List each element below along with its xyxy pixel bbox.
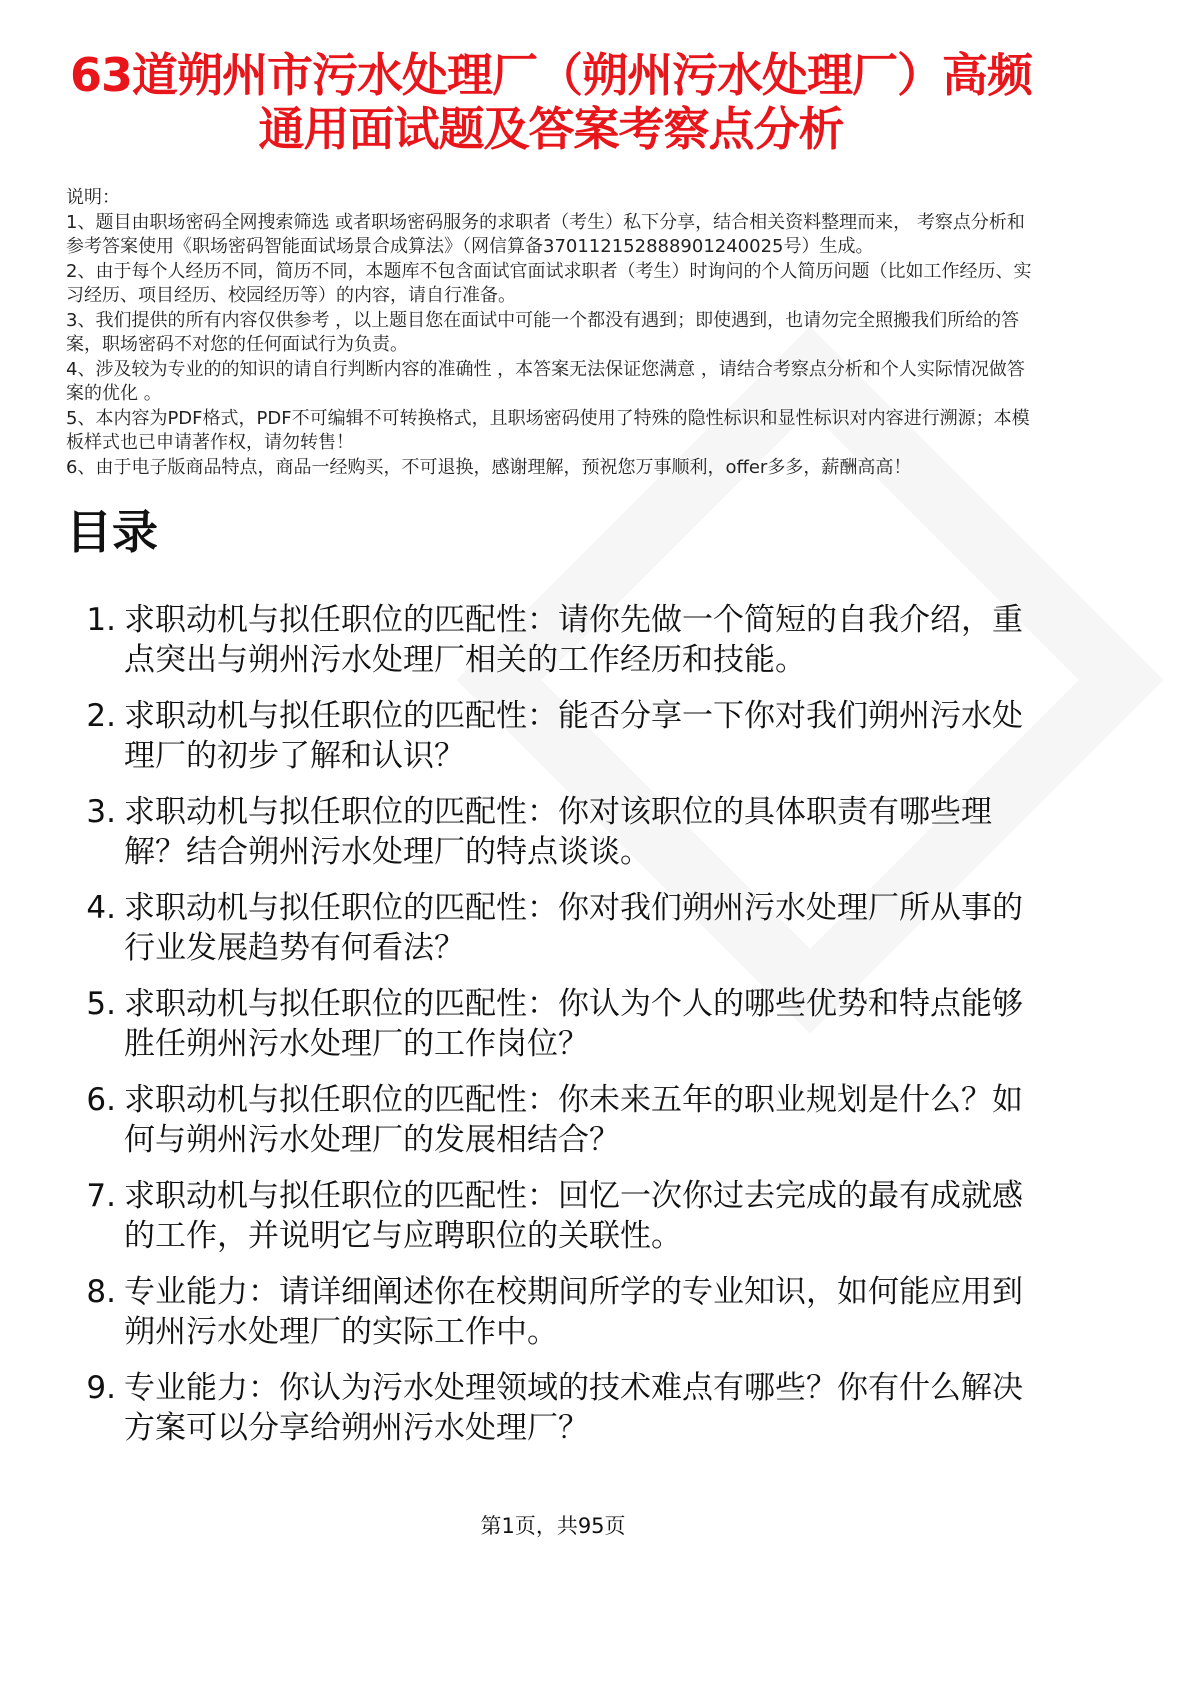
toc-number: 4. — [86, 890, 116, 926]
toc-item[interactable] — [66, 1080, 1036, 1160]
toc-text: 求职动机与拟任职位的匹配性：你未来五年的职业规划是什么？如何与朔州污水处理厂的发展相结合？ — [124, 1082, 1023, 1158]
toc-item[interactable] — [66, 1368, 1036, 1448]
note-line: 5、本内容为PDF格式，PDF不可编辑不可转换格式，且职场密码使用了特殊的隐性标识和显性标识对内容进行溯源；本模板样式也已申请著作权，请勿转售！ — [66, 407, 1030, 453]
document-title: 63道朔州市污水处理厂（朔州污水处理厂）高频通用面试题及答案考察点分析 — [69, 48, 1032, 156]
toc-text: 求职动机与拟任职位的匹配性：请你先做一个简短的自我介绍，重点突出与朔州污水处理厂相关的工作经历和技能。 — [124, 602, 1023, 678]
toc-number: 3. — [86, 794, 116, 830]
document-page — [66, 0, 1036, 1464]
note-line: 1、题目由职场密码全网搜索筛选 或者职场密码服务的求职者（考生）私下分享，结合相关资料整理而来， 考察点分析和参考答案使用《职场密码智能面试场景合成算法》（网信算备370112152888901240025号）生成。 — [66, 211, 1025, 257]
toc-number: 8. — [86, 1274, 116, 1310]
toc-number: 6. — [86, 1082, 116, 1118]
note-line: 4、涉及较为专业的的知识的请自行判断内容的准确性 ，本答案无法保证您满意 ，请结合考察点分析和个人实际情况做答案的优化 。 — [66, 358, 1025, 404]
toc-text: 求职动机与拟任职位的匹配性：你对我们朔州污水处理厂所从事的行业发展趋势有何看法？ — [124, 890, 1023, 966]
toc-text: 求职动机与拟任职位的匹配性：回忆一次你过去完成的最有成就感的工作，并说明它与应聘职位的关联性。 — [124, 1178, 1023, 1254]
toc-item[interactable] — [66, 888, 1036, 968]
toc-text: 专业能力：请详细阐述你在校期间所学的专业知识，如何能应用到朔州污水处理厂的实际工作中。 — [124, 1274, 1023, 1350]
toc-number: 5. — [86, 986, 116, 1022]
toc-item[interactable] — [66, 1176, 1036, 1256]
toc-text: 求职动机与拟任职位的匹配性：能否分享一下你对我们朔州污水处理厂的初步了解和认识？ — [124, 698, 1023, 774]
disclaimer-notes — [66, 186, 1036, 480]
toc-number: 2. — [86, 698, 116, 734]
toc-item[interactable] — [66, 1272, 1036, 1352]
toc-item[interactable] — [66, 984, 1036, 1064]
toc-item[interactable] — [66, 696, 1036, 776]
note-line: 3、我们提供的所有内容仅供参考 ，以上题目您在面试中可能一个都没有遇到；即使遇到，也请勿完全照搬我们所给的答案，职场密码不对您的任何面试行为负责。 — [66, 309, 1020, 355]
toc-text: 求职动机与拟任职位的匹配性：你认为个人的哪些优势和特点能够胜任朔州污水处理厂的工作岗位？ — [124, 986, 1023, 1062]
toc-number: 7. — [86, 1178, 116, 1214]
toc-item[interactable] — [66, 600, 1036, 680]
note-line: 说明： — [66, 187, 120, 208]
toc-number: 9. — [86, 1370, 116, 1406]
toc-text: 专业能力：你认为污水处理领域的技术难点有哪些？你有什么解决方案可以分享给朔州污水处理厂？ — [124, 1370, 1023, 1446]
toc-number: 1. — [86, 602, 116, 638]
toc-heading: 目录 — [66, 505, 158, 559]
page-footer: 第1页，共95页 — [480, 1514, 626, 1538]
note-line: 6、由于电子版商品特点，商品一经购买，不可退换，感谢理解，预祝您万事顺利，offer多多，薪酬高高！ — [66, 456, 912, 478]
toc-item[interactable] — [66, 792, 1036, 872]
toc-text: 求职动机与拟任职位的匹配性：你对该职位的具体职责有哪些理解？结合朔州污水处理厂的特点谈谈。 — [124, 794, 992, 870]
toc-list — [66, 600, 1036, 1448]
note-line: 2、由于每个人经历不同，简历不同，本题库不包含面试官面试求职者（考生）时询问的个人简历问题（比如工作经历、实习经历、项目经历、校园经历等）的内容，请自行准备。 — [66, 260, 1032, 306]
